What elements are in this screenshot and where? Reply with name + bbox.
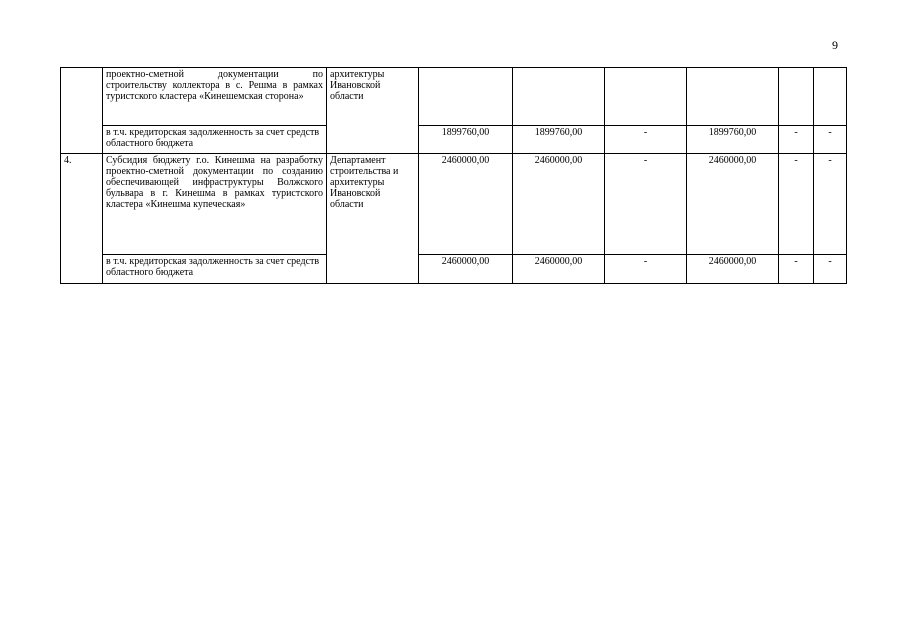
row-index: [61, 68, 103, 154]
value-cell: 1899760,00: [513, 126, 605, 154]
table-row: [61, 255, 847, 284]
value-cell: [779, 68, 814, 126]
value-cell: -: [814, 126, 847, 154]
value-cell: 2460000,00: [513, 255, 605, 284]
value-cell: 2460000,00: [687, 255, 779, 284]
value-cell: -: [814, 154, 847, 255]
value-cell: 2460000,00: [419, 255, 513, 284]
value-cell: 2460000,00: [687, 154, 779, 255]
value-cell: -: [814, 255, 847, 284]
row-index: 4.: [61, 154, 103, 284]
row-name: Субсидия бюджету г.о. Кинешма на разработку проектно-сметной документации по созданию обеспечивающей инфраструктуры Волжского бульвара в г. Кинешма в рамках туристского кластера «Кинешма купеческая»: [103, 154, 327, 255]
value-cell: [814, 68, 847, 126]
row-executor: архитектуры Ивановской области: [327, 68, 419, 154]
value-cell: [605, 68, 687, 126]
value-cell: -: [605, 154, 687, 255]
value-cell: 2460000,00: [513, 154, 605, 255]
value-cell: 2460000,00: [419, 154, 513, 255]
table-row: [61, 68, 847, 126]
debt-label: в т.ч. кредиторская задолженность за счет средств областного бюджета: [103, 126, 327, 154]
table-row: [61, 154, 847, 255]
value-cell: 1899760,00: [419, 126, 513, 154]
value-cell: -: [605, 126, 687, 154]
row-executor: Департамент строительства и архитектуры Ивановской области: [327, 154, 419, 284]
value-cell: [687, 68, 779, 126]
budget-table: [60, 67, 847, 284]
value-cell: -: [605, 255, 687, 284]
table-row: [61, 126, 847, 154]
value-cell: [513, 68, 605, 126]
value-cell: -: [779, 126, 814, 154]
value-cell: [419, 68, 513, 126]
value-cell: 1899760,00: [687, 126, 779, 154]
value-cell: -: [779, 255, 814, 284]
value-cell: -: [779, 154, 814, 255]
debt-label: в т.ч. кредиторская задолженность за счет средств областного бюджета: [103, 255, 327, 284]
row-name: проектно-сметной документации по строительству коллектора в с. Решма в рамках туристского кластера «Кинешемская сторона»: [103, 68, 327, 126]
page-number: 9: [832, 38, 838, 52]
